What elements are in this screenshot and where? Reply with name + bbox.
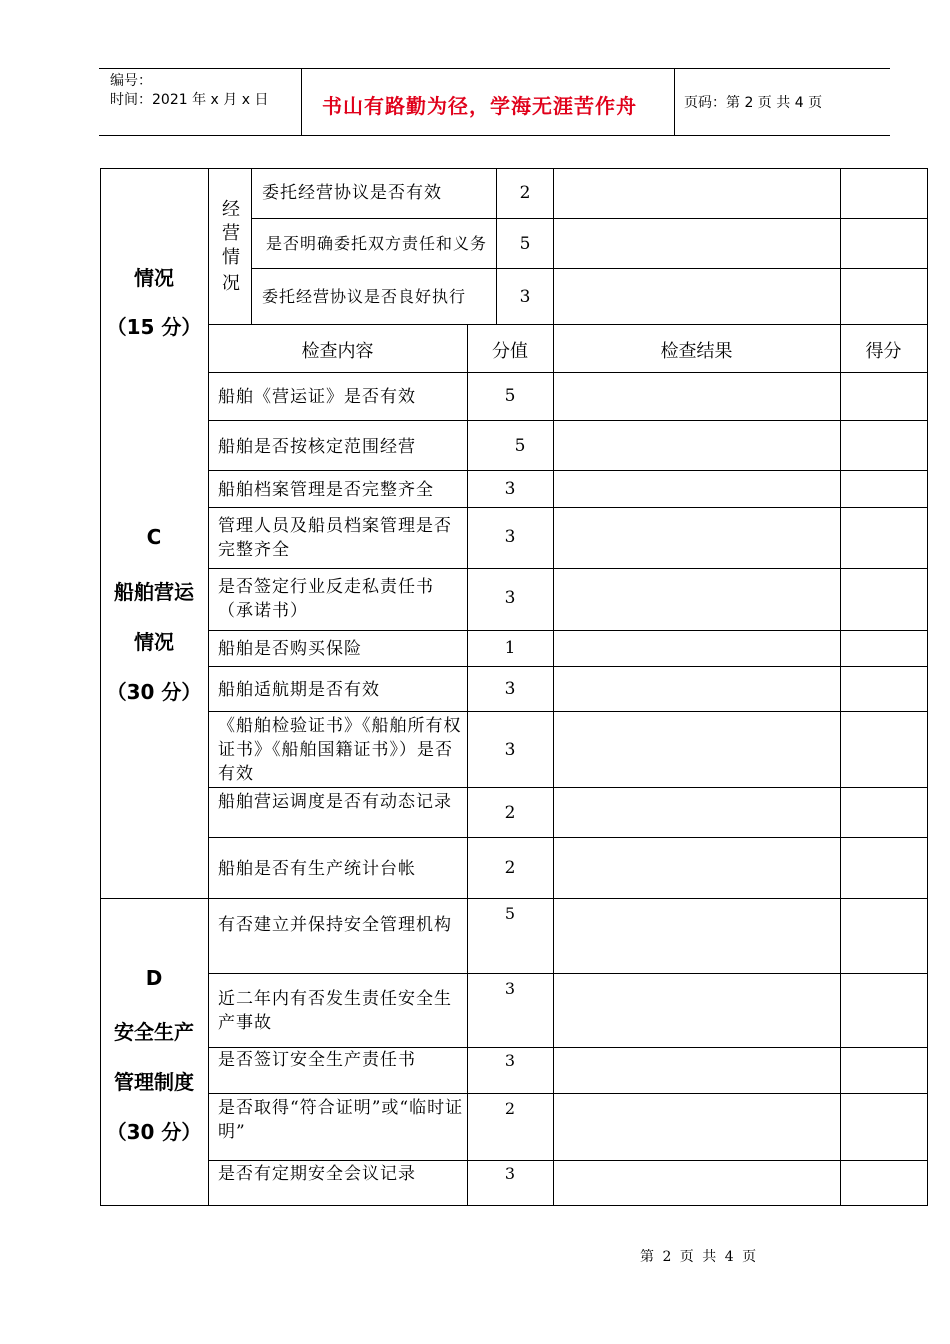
section-d-row-5-score: 3 xyxy=(504,1164,516,1183)
serial-label: 编号： xyxy=(110,73,152,89)
section-c-name-2: 情况 xyxy=(134,630,174,654)
header-top-rule xyxy=(99,68,890,69)
section-c-row-10-score: 2 xyxy=(504,858,516,878)
section-c-row-6-content: 船舶是否购买保险 xyxy=(218,639,362,659)
section-d-row-1-content: 有否建立并保持安全管理机构 xyxy=(218,915,452,935)
section-c-row-2-score: 5 xyxy=(514,436,526,456)
section-c-score: （30 分） xyxy=(106,680,202,704)
section-c-letter: C xyxy=(146,525,162,549)
section-d-row-4-content: 是否取得“符合证明”或“临时证明” xyxy=(218,1098,464,1142)
section-c-row-4-content: 管理人员及船员档案管理是否完整齐全 xyxy=(218,516,452,560)
section-b-row-1-content: 委托经营协议是否有效 xyxy=(262,183,442,203)
motto-title: 书山有路勤为径，学海无涯苦作舟 xyxy=(322,94,637,118)
section-d-row-5-content: 是否有定期安全会议记录 xyxy=(218,1164,416,1184)
section-c-row-1-score: 5 xyxy=(504,386,516,406)
section-c-row-6-score: 1 xyxy=(504,638,516,658)
section-c-row-9-score: 2 xyxy=(504,803,516,823)
section-b-sub-char-4: 况 xyxy=(222,273,240,294)
header-content: 检查内容 xyxy=(301,341,374,362)
section-b-row-3-score: 3 xyxy=(519,287,531,307)
section-d-row-4-score: 2 xyxy=(504,1099,516,1118)
section-d-row-3-score: 3 xyxy=(504,1051,516,1070)
section-d-name-1: 安全生产 xyxy=(114,1020,194,1044)
section-b-sub-char-3: 情 xyxy=(222,247,240,268)
section-c-row-2-content: 船舶是否按核定范围经营 xyxy=(218,437,416,457)
section-c-row-7-score: 3 xyxy=(504,679,516,699)
section-c-name-1: 船舶营运 xyxy=(114,580,194,604)
section-b-score: （15 分） xyxy=(106,315,202,339)
section-c-row-9-content: 船舶营运调度是否有动态记录 xyxy=(218,792,452,812)
section-c-row-1-content: 船舶《营运证》是否有效 xyxy=(218,387,416,407)
section-b-row-3-content: 委托经营协议是否良好执行 xyxy=(262,287,467,306)
section-c-row-10-content: 船舶是否有生产统计台帐 xyxy=(218,859,416,879)
date-text: 时间：2021 年 x 月 x 日 xyxy=(110,92,269,108)
header-divider-left xyxy=(301,68,302,136)
section-c-row-3-content: 船舶档案管理是否完整齐全 xyxy=(218,480,434,500)
section-b-name: 情况 xyxy=(134,266,174,290)
section-d-letter: D xyxy=(145,966,163,990)
section-c-row-7-content: 船舶适航期是否有效 xyxy=(218,680,380,700)
section-d-score: （30 分） xyxy=(106,1120,202,1144)
section-d-name-2: 管理制度 xyxy=(114,1070,194,1094)
section-b-row-1-score: 2 xyxy=(519,183,531,203)
section-d-row-2-content: 近二年内有否发生责任安全生产事故 xyxy=(218,989,452,1033)
section-c-row-5-content: 是否签定行业反走私责任书（承诺书） xyxy=(218,577,434,621)
footer-page-number: 第 2 页 共 4 页 xyxy=(640,1249,759,1265)
header-points: 得分 xyxy=(865,341,902,362)
section-d-row-3-content: 是否签订安全生产责任书 xyxy=(218,1050,416,1070)
section-d-row-1-score: 5 xyxy=(504,904,516,923)
section-c-row-8-content: 《船舶检验证书》《船舶所有权证书》《船舶国籍证书》）是否有效 xyxy=(218,716,462,784)
section-c-row-5-score: 3 xyxy=(504,588,516,608)
section-b-sub-char-2: 营 xyxy=(222,223,240,244)
header-score: 分值 xyxy=(492,341,528,362)
section-d-row-2-score: 3 xyxy=(504,979,516,998)
section-b-row-2-score: 5 xyxy=(519,234,531,254)
header-bottom-rule xyxy=(99,135,890,136)
header-result: 检查结果 xyxy=(660,341,733,362)
section-c-row-3-score: 3 xyxy=(504,479,516,499)
section-b-sub-char-1: 经 xyxy=(222,199,240,220)
section-c-row-4-score: 3 xyxy=(504,527,516,547)
header-page-text: 页码：第 2 页 共 4 页 xyxy=(684,95,823,111)
header-divider-right xyxy=(674,68,675,136)
section-b-row-2-content: 是否明确委托双方责任和义务 xyxy=(266,234,488,253)
section-c-row-8-score: 3 xyxy=(504,740,516,760)
